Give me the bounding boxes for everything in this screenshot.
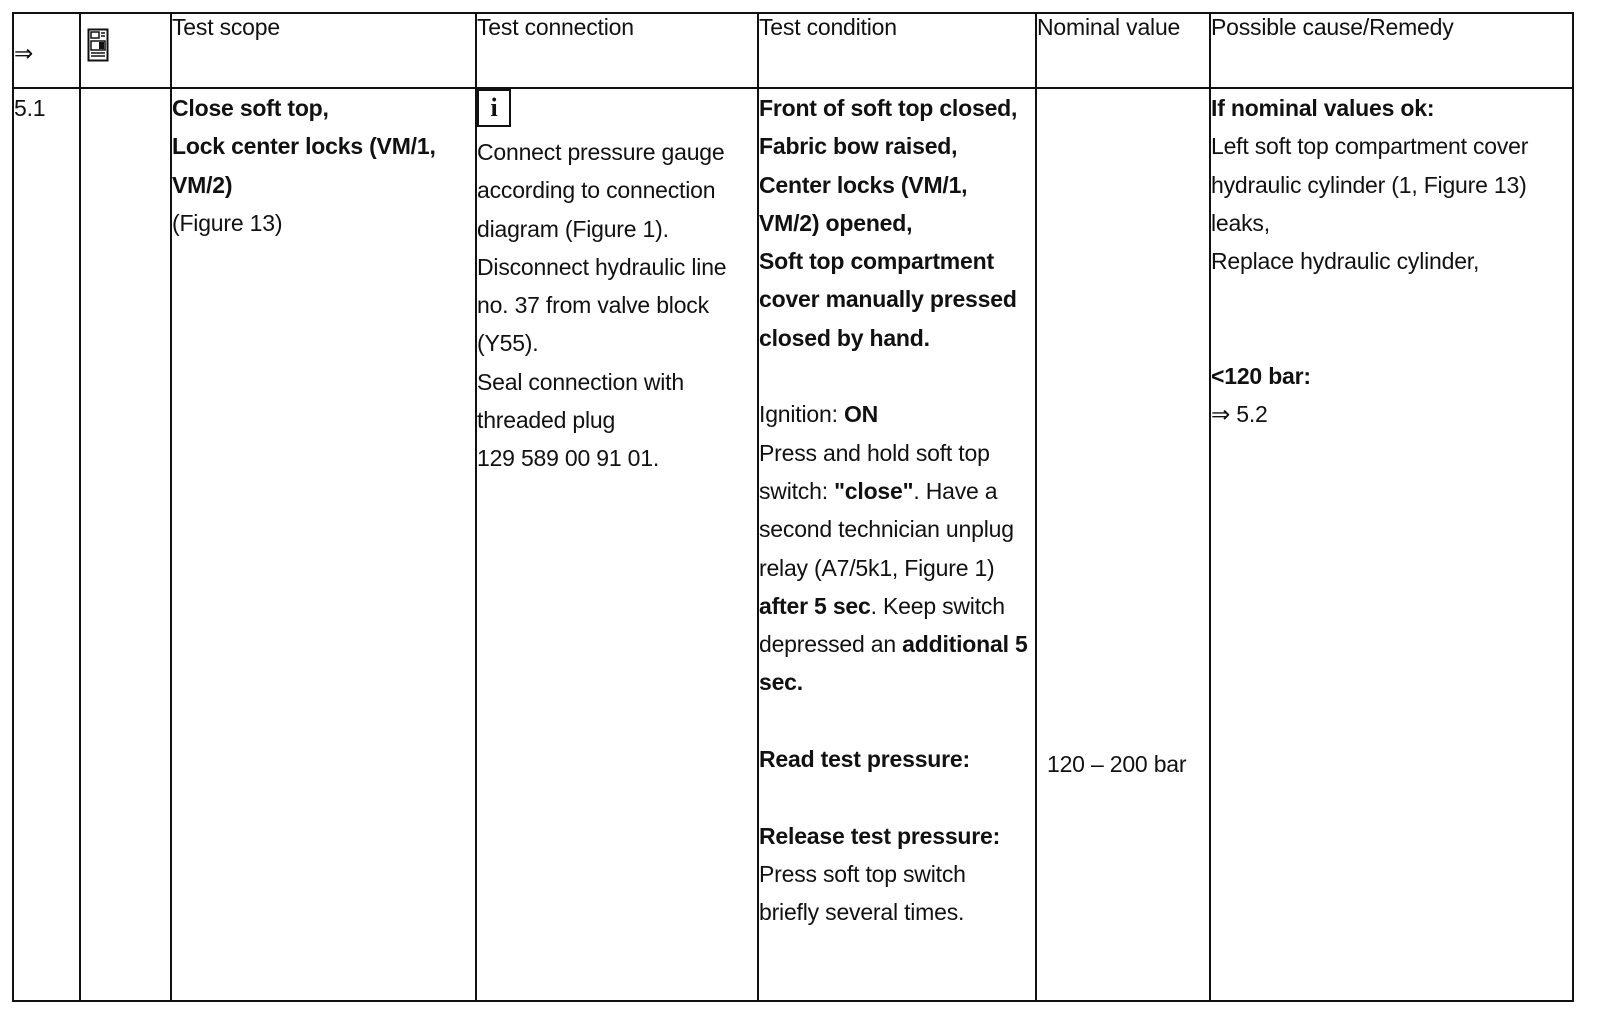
read-test-pressure: Read test pressure: (759, 746, 970, 773)
diagnostic-sheet (12, 12, 1572, 1002)
header-test-condition: Test condition (758, 13, 1036, 88)
scope-line: Close soft top, (172, 95, 329, 121)
manual-book-icon (87, 28, 109, 68)
low-pressure-heading: <120 bar: (1211, 363, 1311, 390)
ok-heading: If nominal values ok: (1211, 95, 1435, 121)
condition-line: Front of soft top closed, (759, 95, 1018, 121)
nominal-value-cell (1036, 88, 1210, 1001)
condition-line: Press soft top switch (759, 860, 966, 887)
condition-line: cover manually pressed (759, 286, 1017, 313)
header-possible-cause: Possible cause/Remedy (1210, 13, 1573, 88)
condition-line: second technician unplug (759, 516, 1014, 543)
ignition-line: Ignition: ON (759, 401, 879, 428)
close-command: "close" (834, 477, 914, 504)
cause-line: Replace hydraulic cylinder, (1211, 248, 1480, 275)
scope-line: VM/2) (172, 171, 233, 198)
connection-line: Seal connection with (477, 368, 684, 395)
header-nominal-value: Nominal value (1036, 13, 1210, 88)
switch-line: switch: "close". Have a (759, 477, 998, 504)
condition-line: Soft top compartment (759, 248, 994, 275)
table-row (13, 88, 1573, 1001)
depressed-line: depressed an additional 5 (759, 631, 1028, 658)
step-number-text: 5.1 (14, 95, 46, 121)
cause-line: hydraulic cylinder (1, Figure 13) (1211, 171, 1527, 198)
step-number (13, 88, 80, 1001)
test-table (12, 12, 1574, 1002)
condition-line: Press and hold soft top (759, 439, 990, 466)
table-header-row (13, 13, 1573, 88)
condition-line: VM/2) opened, (759, 209, 913, 236)
test-scope-cell (171, 88, 476, 1001)
header-arrow: ⇒ (13, 13, 80, 88)
possible-cause-cell (1210, 88, 1573, 1001)
test-connection-cell (476, 88, 758, 1001)
nominal-value: 120 – 200 bar (1047, 751, 1187, 777)
connection-line: (Y55). (477, 330, 539, 357)
condition-line: sec. (759, 669, 803, 696)
header-test-connection: Test connection (476, 13, 758, 88)
test-condition-cell (758, 88, 1036, 1001)
connection-line: Disconnect hydraulic line (477, 253, 727, 280)
connection-line: no. 37 from valve block (477, 292, 709, 319)
condition-line: closed by hand. (759, 324, 930, 351)
connection-line: Connect pressure gauge (477, 139, 725, 165)
connection-line: diagram (Figure 1). (477, 215, 669, 242)
cause-line: Left soft top compartment cover (1211, 133, 1529, 160)
header-test-scope: Test scope (171, 13, 476, 88)
connection-line: according to connection (477, 177, 716, 204)
goto-step: ⇒ 5.2 (1211, 401, 1268, 428)
connection-line: 129 589 00 91 01. (477, 445, 660, 472)
scope-line: (Figure 13) (172, 209, 283, 236)
condition-line: briefly several times. (759, 899, 965, 926)
info-icon: i (477, 89, 511, 127)
connection-line: threaded plug (477, 407, 616, 434)
ignition-value: ON (843, 401, 879, 428)
condition-line: Center locks (VM/1, (759, 171, 968, 198)
condition-line: relay (A7/5k1, Figure 1) (759, 554, 995, 581)
scope-line: Lock center locks (VM/1, (172, 133, 436, 160)
condition-line: Fabric bow raised, (759, 133, 958, 160)
header-manual-icon-cell (80, 13, 171, 88)
release-test-pressure: Release test pressure: (759, 822, 1001, 849)
cause-line: leaks, (1211, 209, 1270, 236)
manual-cell-empty (80, 88, 171, 1001)
after-sec-line: after 5 sec. Keep switch (759, 592, 1005, 619)
